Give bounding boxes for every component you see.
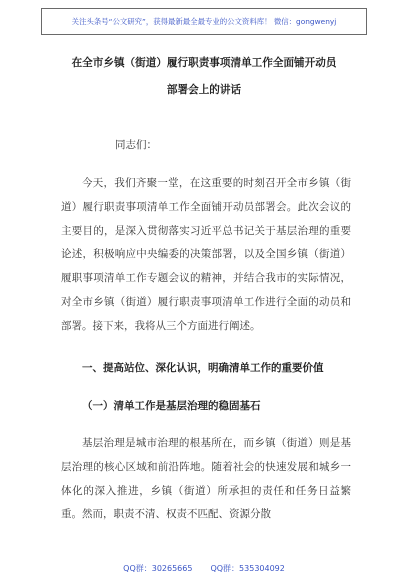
footer-contact bbox=[0, 563, 408, 574]
document-title-line-1: 在全市乡镇（街道）履行职责事项清单工作全面铺开动员 bbox=[71, 57, 337, 69]
document-title-line-2: 部署会上的讲话 bbox=[166, 84, 242, 96]
section-heading-1: 一、提高站位、深化认识，明确清单工作的重要价值 bbox=[82, 362, 324, 374]
footer-qq-group-2: QQ群：535304092 bbox=[210, 564, 285, 573]
header-banner bbox=[41, 8, 367, 35]
body-paragraph-1: 今天，我们齐聚一堂，在这重要的时刻召开全市乡镇（街道）履行职责事项清单工作全面铺开动员部署会。此次会议的主要目的，是深入贯彻落实习近平总书记关于基层治理的重要论述，积极响应中央编委的决策部署，以及全国乡镇（街道）履职事项清单工作专题会议的精神，并结合我市的实际情况，对全市乡镇（街道）履行职责事项清单工作进行全面的动员和部署。接下来，我将从三个方面进行阐述。 bbox=[61, 177, 351, 332]
banner-text: 关注头条号“公文研究”，获得最新最全最专业的公文资料库！ 微信：gongwenyj bbox=[71, 17, 337, 26]
footer-qq-group-1: QQ群：30265665 bbox=[123, 564, 193, 573]
salutation: 同志们： bbox=[115, 139, 157, 151]
subsection-heading-1: （一）清单工作是基层治理的稳固基石 bbox=[82, 400, 261, 412]
body-paragraph-2: 基层治理是城市治理的根基所在，而乡镇（街道）则是基层治理的核心区域和前沿阵地。随着社会的快速发展和城乡一体化的深入推进，乡镇（街道）所承担的责任和任务日益繁重。然而，职责不清、权责不匹配、资源分散 bbox=[61, 437, 351, 521]
